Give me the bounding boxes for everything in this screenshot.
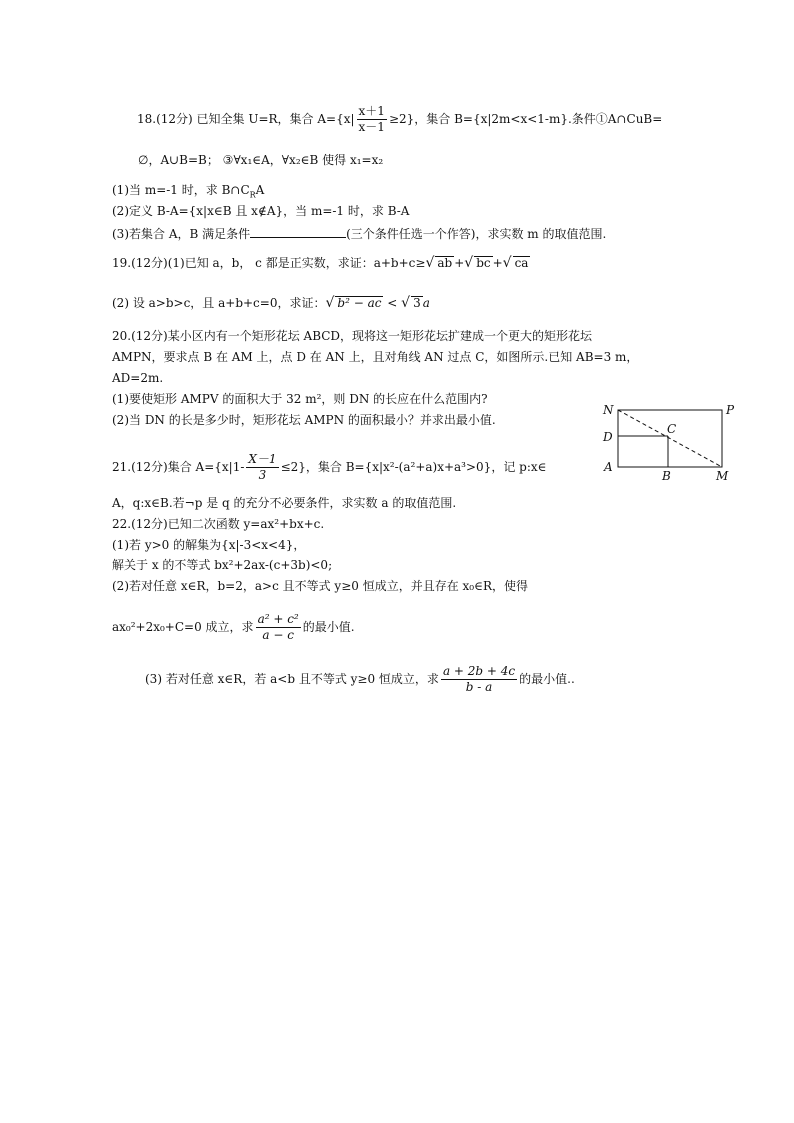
q22-line5-post: 的最小值. — [302, 620, 355, 634]
q22-line3: 解关于 x 的不等式 bx²+2ax-(c+3b)<0; — [112, 558, 333, 572]
q22-line6-post: 的最小值.. — [519, 672, 575, 686]
q19-line2-text: (2) 设 a>b>c，且 a+b+c=0，求证： — [112, 296, 326, 310]
q18-part3-end: (三个条件任选一个作答)，求实数 m 的取值范围. — [346, 227, 607, 241]
q18-line1 — [137, 104, 662, 135]
q19-radicand-b2ac: b² − ac — [337, 296, 382, 310]
q22-fraction-2 — [441, 664, 517, 695]
q19-tail-a: a — [422, 296, 430, 310]
q20-part2: (2)当 DN 的长是多少时，矩形花坛 AMPN 的面积最小？并求出最小值. — [112, 413, 496, 427]
q21-prefix: 21.(12分)集合 A={x|1- — [112, 460, 245, 474]
q18-part1-end: A — [255, 183, 265, 197]
q19-line1-text: 19.(12分)(1)已知 a，b， c 都是正实数，求证：a+b+c≥ — [112, 256, 426, 270]
q20-figure — [598, 400, 748, 486]
q22-line5 — [112, 612, 355, 643]
q18-frac-num: x＋1 — [358, 104, 385, 118]
label-b: B — [662, 469, 671, 483]
q18-line2: ∅，A∪B=B； ③∀x₁∈A，∀x₂∈B 使得 x₁=x₂ — [138, 153, 384, 167]
q21-mid: ≤2}，集合 B={x|x²-(a²+a)x+a³>0}，记 p:x∈ — [280, 460, 547, 474]
q22-line6 — [145, 664, 575, 695]
label-p: P — [726, 403, 735, 417]
q18-mid: ≥2}，集合 B={x|2m<x<1-m}.条件①A∩CuB= — [388, 112, 663, 126]
q22-line4: (2)若对任意 x∈R，b=2，a>c 且不等式 y≥0 恒成立，并且存在 x₀∈R，使得 — [112, 579, 529, 593]
sqrt-icon: √ — [464, 255, 474, 271]
q21-frac-den: 3 — [258, 468, 267, 482]
q18-fraction — [357, 104, 387, 135]
q21-line2: A，q:x∈B.若¬p 是 q 的充分不必要条件，求实数 a 的取值范围. — [112, 496, 457, 510]
q19-radicand-bc: bc — [476, 256, 491, 270]
q22-line2: (1)若 y>0 的解集为{x|-3<x<4}， — [112, 538, 306, 552]
sqrt-icon: √ — [325, 295, 335, 311]
q20-line2: AMPN，要求点 B 在 AM 上，点 D 在 AN 上，且对角线 AN 过点 C，如图所示.已知 AB=3 m， — [112, 350, 639, 364]
q18-answer-blank — [250, 226, 346, 238]
q22-frac2-num: a + 2b + 4c — [442, 664, 516, 678]
q20-line3: AD=2m. — [112, 371, 164, 385]
q18-prefix: 18.(12分) 已知全集 U=R，集合 A={x| — [137, 112, 355, 126]
q18-part1-sub: R — [249, 190, 256, 200]
q18-part3 — [112, 226, 606, 240]
sqrt-icon: √ — [401, 295, 411, 311]
label-c: C — [667, 422, 677, 436]
q22-line6-pre: (3) 若对任意 x∈R，若 a<b 且不等式 y≥0 恒成立，求 — [145, 672, 439, 686]
q18-part2: (2)定义 B-A={x|x∈B 且 x∉A}，当 m=-1 时，求 B-A — [112, 204, 410, 218]
q19-less-than: < — [387, 296, 398, 310]
label-m: M — [716, 469, 729, 483]
q22-line1: 22.(12分)已知二次函数 y=ax²+bx+c. — [112, 517, 325, 531]
label-a: A — [604, 460, 613, 474]
label-d: D — [603, 430, 613, 444]
q19-radicand-3: 3 — [413, 296, 421, 310]
q19-line2 — [112, 296, 430, 310]
q22-frac1-den: a − c — [262, 628, 294, 642]
q20-part1: (1)要使矩形 AMPV 的面积大于 32 m²，则 DN 的长应在什么范围内? — [112, 392, 488, 406]
q20-line1: 20.(12分)某小区内有一个矩形花坛 ABCD，现将这一矩形花坛扩建成一个更大的矩形花坛 — [112, 329, 593, 343]
q19-radicand-ca: ca — [514, 256, 529, 270]
q18-part1-text: (1)当 m=-1 时，求 B∩C — [112, 183, 250, 197]
label-n: N — [603, 403, 614, 417]
q18-part1 — [112, 184, 264, 199]
q21-frac-num: X－1 — [248, 452, 277, 466]
sqrt-icon: √ — [502, 255, 512, 271]
q19-plus-1: + — [454, 256, 465, 270]
q18-part3-start: (3)若集合 A，B 满足条件 — [112, 227, 251, 241]
sqrt-icon: √ — [425, 255, 435, 271]
q22-fraction-1 — [256, 612, 301, 643]
q19-radicand-ab: ab — [437, 256, 453, 270]
q21-line1 — [112, 452, 547, 483]
q19-plus-2: + — [492, 256, 503, 270]
q21-fraction — [246, 452, 278, 483]
q22-frac1-num: a² + c² — [257, 612, 299, 626]
q22-line5-pre: ax₀²+2x₀+C=0 成立，求 — [112, 620, 254, 634]
q18-frac-den: x－1 — [358, 120, 385, 134]
q22-frac2-den: b - a — [465, 680, 493, 694]
q19-line1 — [112, 256, 530, 270]
diagonal-nm — [618, 410, 722, 467]
